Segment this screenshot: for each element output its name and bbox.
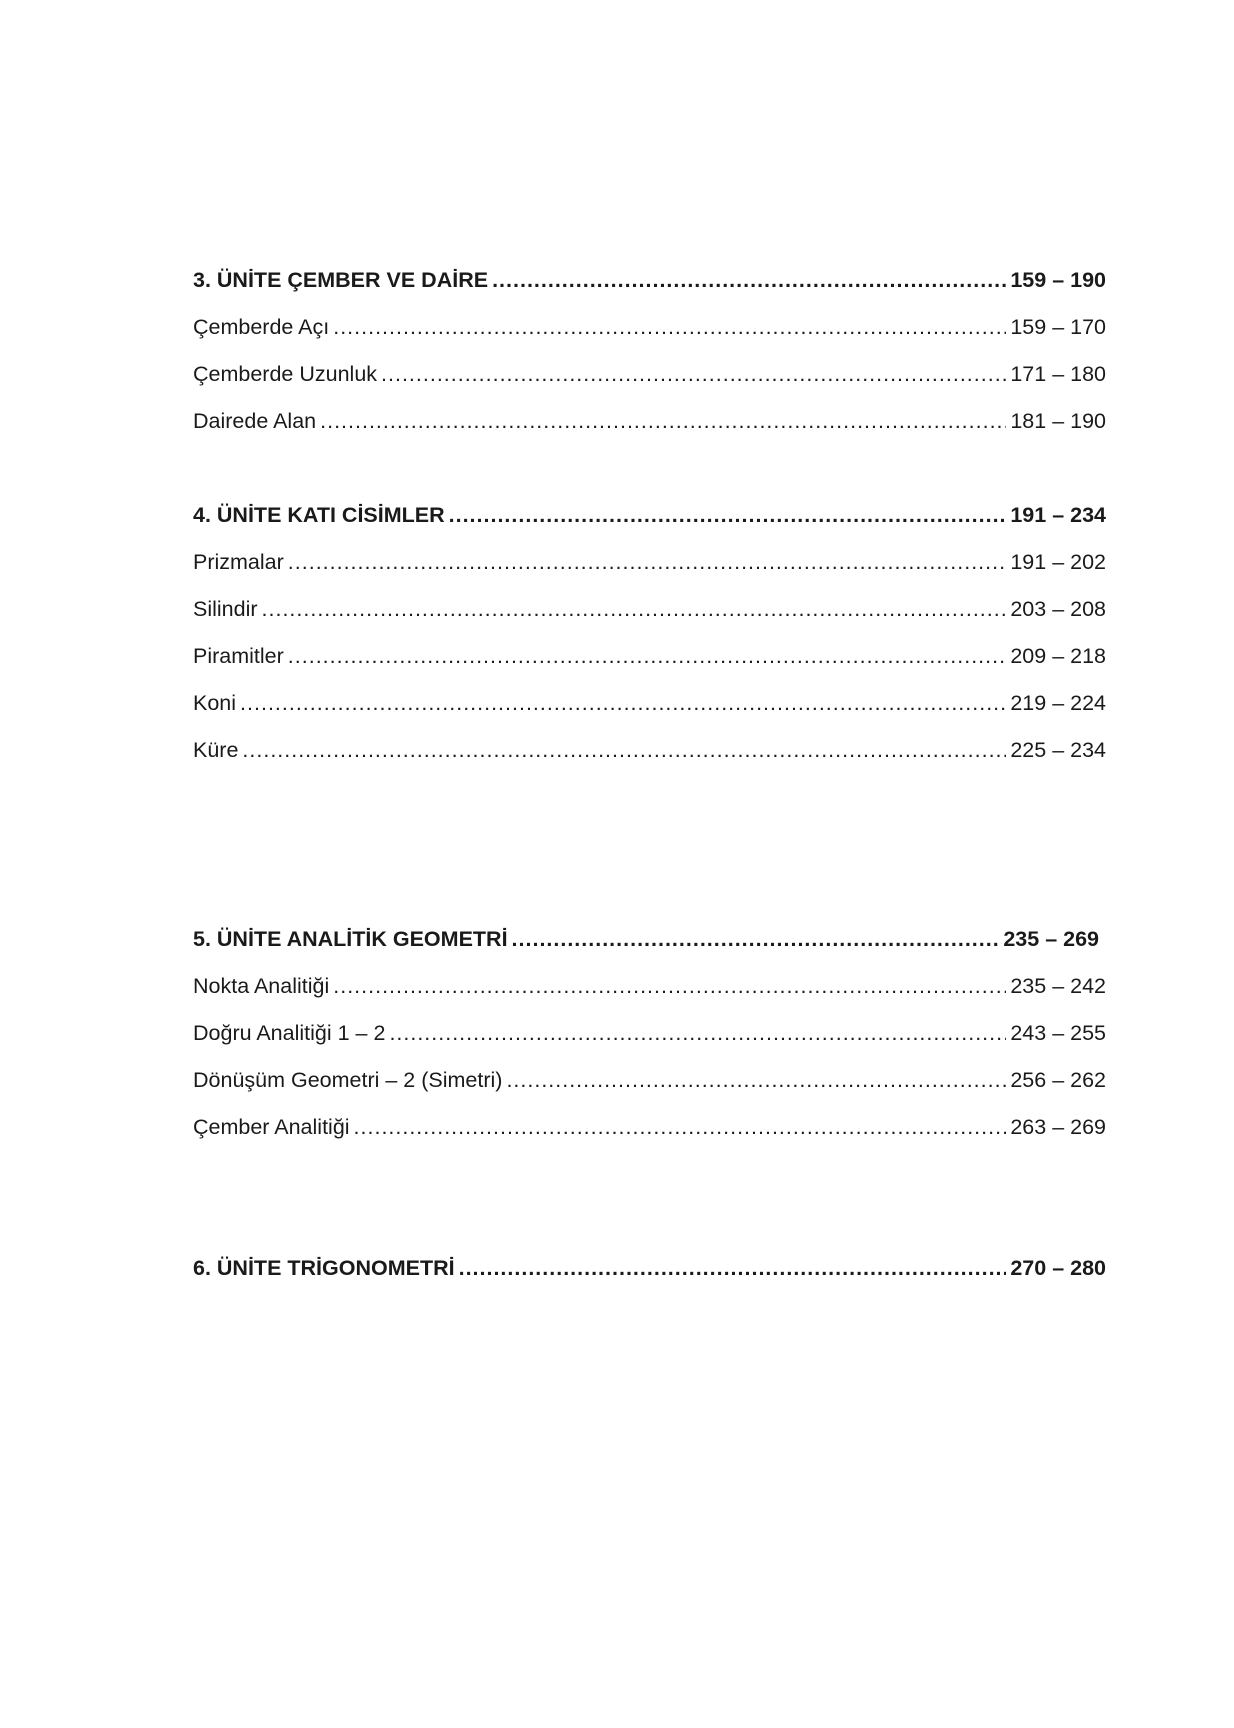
toc-topic-line [193, 595, 1106, 623]
dot-leader [459, 1254, 1007, 1282]
toc-topic-title: Prizmalar [193, 550, 284, 574]
dot-leader [492, 266, 1006, 294]
toc-topic-pages: 159 – 170 [1010, 315, 1106, 339]
toc-topic-pages: 191 – 202 [1010, 550, 1106, 574]
toc-topic-title: Çember Analitiği [193, 1115, 350, 1139]
toc-unit-pages: 235 – 269 [1003, 927, 1099, 951]
dot-leader [262, 595, 1007, 623]
toc-topic-pages: 256 – 262 [1010, 1068, 1106, 1092]
toc-topic-title: Dönüşüm Geometri – 2 (Simetri) [193, 1068, 503, 1092]
toc-unit-title: 5. ÜNİTE ANALİTİK GEOMETRİ [193, 927, 508, 951]
dot-leader [506, 1066, 1006, 1094]
toc-unit-5-heading [193, 925, 1099, 953]
dot-leader [354, 1113, 1007, 1141]
toc-topic-line [193, 642, 1106, 670]
toc-topic-pages: 225 – 234 [1010, 738, 1106, 762]
toc-topic-line [193, 313, 1106, 341]
toc-topic-line [193, 407, 1106, 435]
dot-leader [449, 501, 1007, 529]
toc-unit-title: 6. ÜNİTE TRİGONOMETRİ [193, 1256, 455, 1280]
toc-topic-pages: 219 – 224 [1010, 691, 1106, 715]
toc-topic-title: Silindir [193, 597, 258, 621]
toc-topic-line [193, 736, 1106, 764]
toc-topic-title: Nokta Analitiği [193, 974, 330, 998]
toc-topic-pages: 203 – 208 [1010, 597, 1106, 621]
dot-leader [512, 925, 1000, 953]
toc-topic-title: Küre [193, 738, 239, 762]
toc-unit-pages: 270 – 280 [1010, 1256, 1106, 1280]
toc-topic-line [193, 1066, 1106, 1094]
dot-leader [320, 407, 1006, 435]
toc-topic-pages: 181 – 190 [1010, 409, 1106, 433]
toc-topic-pages: 243 – 255 [1010, 1021, 1106, 1045]
dot-leader [242, 736, 1006, 764]
toc-topic-pages: 171 – 180 [1010, 362, 1106, 386]
toc-unit-4-heading [193, 501, 1106, 529]
dot-leader [288, 548, 1007, 576]
toc-topic-pages: 263 – 269 [1010, 1115, 1106, 1139]
toc-unit-6-heading [193, 1254, 1106, 1282]
toc-topic-line [193, 972, 1106, 1000]
toc-unit-title: 4. ÜNİTE KATI CİSİMLER [193, 503, 445, 527]
dot-leader [333, 972, 1006, 1000]
dot-leader [288, 642, 1007, 670]
toc-unit-title: 3. ÜNİTE ÇEMBER VE DAİRE [193, 268, 489, 292]
dot-leader [240, 689, 1006, 717]
toc-topic-pages: 209 – 218 [1010, 644, 1106, 668]
toc-unit-3-heading [193, 266, 1106, 294]
dot-leader [381, 360, 1006, 388]
toc-topic-line [193, 548, 1106, 576]
toc-topic-title: Doğru Analitiği 1 – 2 [193, 1021, 386, 1045]
dot-leader [333, 313, 1006, 341]
toc-topic-title: Çemberde Açı [193, 315, 330, 339]
toc-topic-line [193, 1113, 1106, 1141]
toc-topic-title: Koni [193, 691, 237, 715]
dot-leader [389, 1019, 1006, 1047]
toc-topic-line [193, 1019, 1106, 1047]
toc-topic-pages: 235 – 242 [1010, 974, 1106, 998]
toc-topic-line [193, 360, 1106, 388]
toc-topic-title: Dairede Alan [193, 409, 317, 433]
toc-topic-title: Piramitler [193, 644, 284, 668]
toc-unit-pages: 191 – 234 [1010, 503, 1106, 527]
toc-topic-line [193, 689, 1106, 717]
toc-unit-pages: 159 – 190 [1010, 268, 1106, 292]
toc-topic-title: Çemberde Uzunluk [193, 362, 378, 386]
